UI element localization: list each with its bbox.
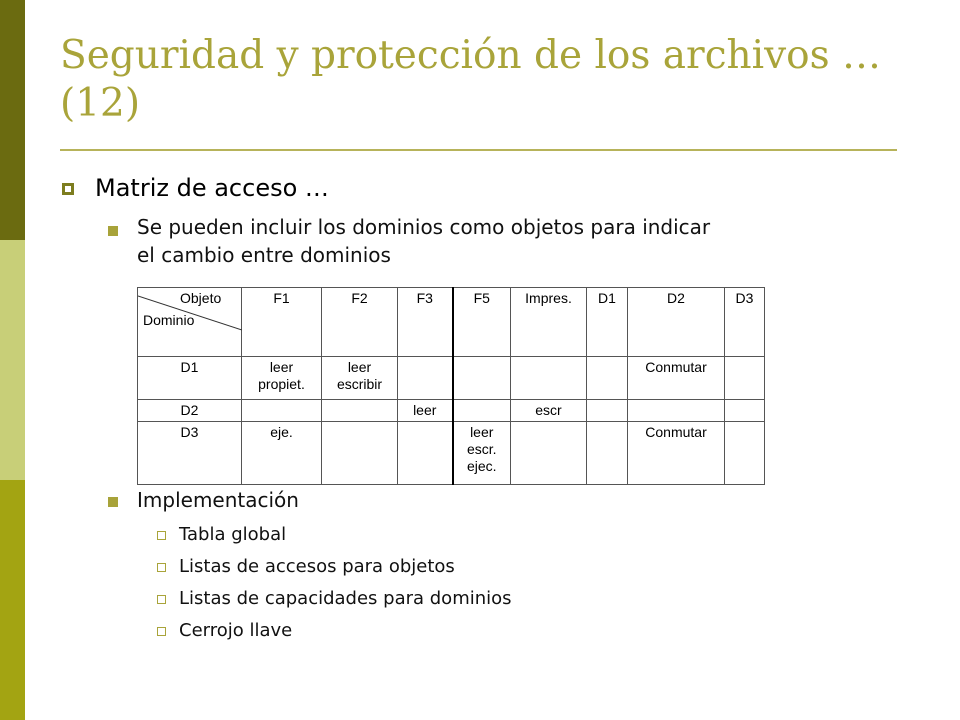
sidebar-stripe: [0, 0, 25, 720]
filled-square-bullet-icon: [108, 226, 118, 236]
sidebar-segment-top: [0, 0, 25, 240]
implementation-item: Tabla global: [179, 524, 287, 545]
row-header: D1: [138, 357, 242, 400]
matrix-cell: [242, 400, 322, 422]
matrix-cell: leer escribir: [322, 357, 398, 400]
matrix-cell: leer propiet.: [242, 357, 322, 400]
sidebar-segment-middle: [0, 240, 25, 480]
implementation-item: Listas de capacidades para dominios: [179, 588, 512, 609]
matrix-cell: [725, 422, 765, 485]
matrix-cell: [587, 422, 628, 485]
matrix-cell: Conmutar: [628, 357, 725, 400]
title-divider: [60, 149, 897, 151]
open-square-bullet-icon: [62, 183, 74, 195]
matrix-cell: escr: [511, 400, 587, 422]
corner-object-label: Objeto: [180, 290, 222, 306]
column-header: D2: [628, 288, 725, 357]
column-header: F3: [398, 288, 453, 357]
matrix-cell: leer: [398, 400, 453, 422]
matrix-cell: [398, 357, 453, 400]
matrix-cell: Conmutar: [628, 422, 725, 485]
column-header: F2: [322, 288, 398, 357]
matrix-cell: [453, 400, 511, 422]
open-square-bullet-icon: [157, 531, 166, 540]
main-bullet-text: Matriz de acceso …: [95, 174, 329, 202]
matrix-row-d1: [138, 357, 765, 400]
matrix-cell: [511, 357, 587, 400]
matrix-cell: leer escr. ejec.: [453, 422, 511, 485]
open-square-bullet-icon: [157, 595, 166, 604]
sub-bullet-2-text: Implementación: [137, 488, 299, 512]
matrix-cell: [587, 357, 628, 400]
matrix-corner-cell: [138, 288, 242, 357]
slide-title: Seguridad y protección de los archivos … (12): [60, 33, 882, 126]
matrix-row-d2: [138, 400, 765, 422]
column-header: F5: [453, 288, 511, 357]
matrix-cell: [511, 422, 587, 485]
matrix-cell: [725, 357, 765, 400]
implementation-item: Cerrojo llave: [179, 620, 293, 641]
row-header: D3: [138, 422, 242, 485]
sub-bullet-1-line-2: el cambio entre dominios: [137, 243, 391, 267]
matrix-cell: [453, 357, 511, 400]
sidebar-segment-bottom: [0, 480, 25, 720]
matrix-cell: eje.: [242, 422, 322, 485]
corner-domain-label: Dominio: [143, 312, 195, 328]
filled-square-bullet-icon: [108, 497, 118, 507]
open-square-bullet-icon: [157, 563, 166, 572]
matrix-cell: [587, 400, 628, 422]
column-header: Impres.: [511, 288, 587, 357]
matrix-cell: [322, 422, 398, 485]
column-header: F1: [242, 288, 322, 357]
matrix-cell: [398, 422, 453, 485]
matrix-row-d3: [138, 422, 765, 485]
column-header: D1: [587, 288, 628, 357]
implementation-item: Listas de accesos para objetos: [179, 556, 455, 577]
sub-bullet-1-line-1: Se pueden incluir los dominios como objetos para indicar: [137, 215, 711, 239]
matrix-cell: [628, 400, 725, 422]
open-square-bullet-icon: [157, 627, 166, 636]
access-matrix-table: [137, 287, 765, 485]
row-header: D2: [138, 400, 242, 422]
matrix-cell: [322, 400, 398, 422]
matrix-cell: [725, 400, 765, 422]
matrix-header-row: [138, 288, 765, 357]
column-header: D3: [725, 288, 765, 357]
